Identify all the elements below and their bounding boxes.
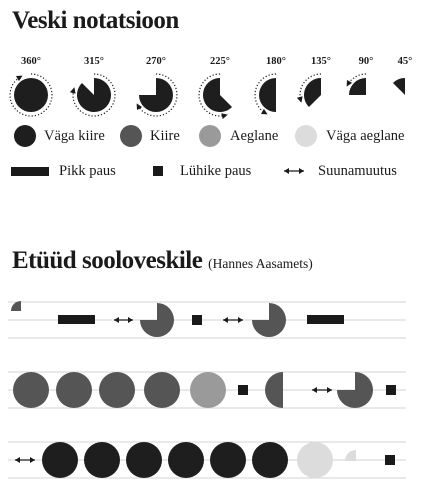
staff-1-long-pause (58, 315, 95, 324)
rotation-shape-270 (139, 78, 173, 112)
rotation-shape-225 (203, 78, 232, 112)
staff-2-short-pause-2 (386, 385, 396, 395)
notation-title: Veski notatsioon (12, 7, 179, 34)
angle-label-180: 180° (266, 56, 286, 67)
legend-circle-fast (120, 125, 142, 147)
legend-circle-slow (199, 125, 221, 147)
staff-1-three-quarter-circle (140, 303, 174, 337)
staff-2-circle-1 (13, 372, 49, 408)
angle-label-90: 90° (358, 56, 374, 67)
legend-label-very-slow: Väga aeglane (326, 128, 405, 144)
staff-3-circle-2 (84, 442, 120, 478)
staff-3-light-circle (297, 442, 333, 478)
staff-3-direction-change-right-head (30, 457, 35, 463)
rotation-shape-135 (304, 78, 321, 107)
staff-2-circle-4 (144, 372, 180, 408)
staff-1-long-pause-2 (307, 315, 344, 324)
angle-label-360: 360° (21, 56, 41, 67)
legend-circle-very-fast (14, 125, 36, 147)
staff-3-circle-1 (42, 442, 78, 478)
etude-author: (Hannes Aasamets) (208, 256, 313, 271)
staff-2-circle-2 (56, 372, 92, 408)
legend-label-slow: Aeglane (230, 128, 279, 144)
staff-1-direction-change-2-left-head (223, 317, 228, 323)
legend-direction-arrow-left-head (284, 168, 289, 174)
staff-3-circle-4 (168, 442, 204, 478)
staff-3-direction-change-left-head (15, 457, 20, 463)
angle-label-45: 45° (397, 56, 413, 67)
legend-circle-very-slow (295, 125, 317, 147)
staff-3-circle-3 (126, 442, 162, 478)
angle-label-135: 135° (311, 56, 331, 67)
legend-label-short-pause: Lühike paus (180, 163, 252, 179)
staff-2-direction-change-left-head (312, 387, 317, 393)
rotation-shape-180 (259, 78, 276, 112)
staff-2-short-pause (238, 385, 248, 395)
staff-2-three-quarter-circle (337, 372, 373, 408)
etude-title-text: Etüüd sooloveskile (12, 247, 203, 274)
legend-label-direction-change: Suunamuutus (318, 163, 397, 179)
legend-short-pause-square (153, 166, 163, 176)
staff-2-circle-3 (99, 372, 135, 408)
legend-label-fast: Kiire (150, 128, 180, 144)
staff-2-half-circle (265, 372, 283, 408)
rotation-shape-360 (14, 78, 48, 112)
angle-label-225: 225° (210, 56, 230, 67)
staff-3-circle-5 (210, 442, 246, 478)
staff-2-gray-circle (190, 372, 226, 408)
staff-3-quarter-circle (345, 450, 356, 461)
legend-label-long-pause: Pikk paus (59, 163, 116, 179)
staff-3-circle-6 (252, 442, 288, 478)
staff-1-three-quarter-circle-2 (252, 303, 286, 337)
legend-long-pause-bar (11, 167, 49, 176)
staff-1-quarter-circle (11, 301, 21, 311)
angle-label-315: 315° (84, 56, 104, 67)
staff-1-direction-change-left-head (114, 317, 119, 323)
angle-label-270: 270° (146, 56, 166, 67)
rotation-shape-315 (77, 78, 111, 112)
legend-label-very-fast: Väga kiire (44, 128, 105, 144)
staff-1-direction-change-right-head (128, 317, 133, 323)
staff-1-direction-change-2-right-head (238, 317, 243, 323)
staff-2-direction-change-right-head (327, 387, 332, 393)
legend-direction-arrow-right-head (299, 168, 304, 174)
rotation-shape-45 (393, 78, 405, 95)
staff-1-short-pause (192, 315, 202, 325)
staff-3-short-pause (385, 455, 395, 465)
